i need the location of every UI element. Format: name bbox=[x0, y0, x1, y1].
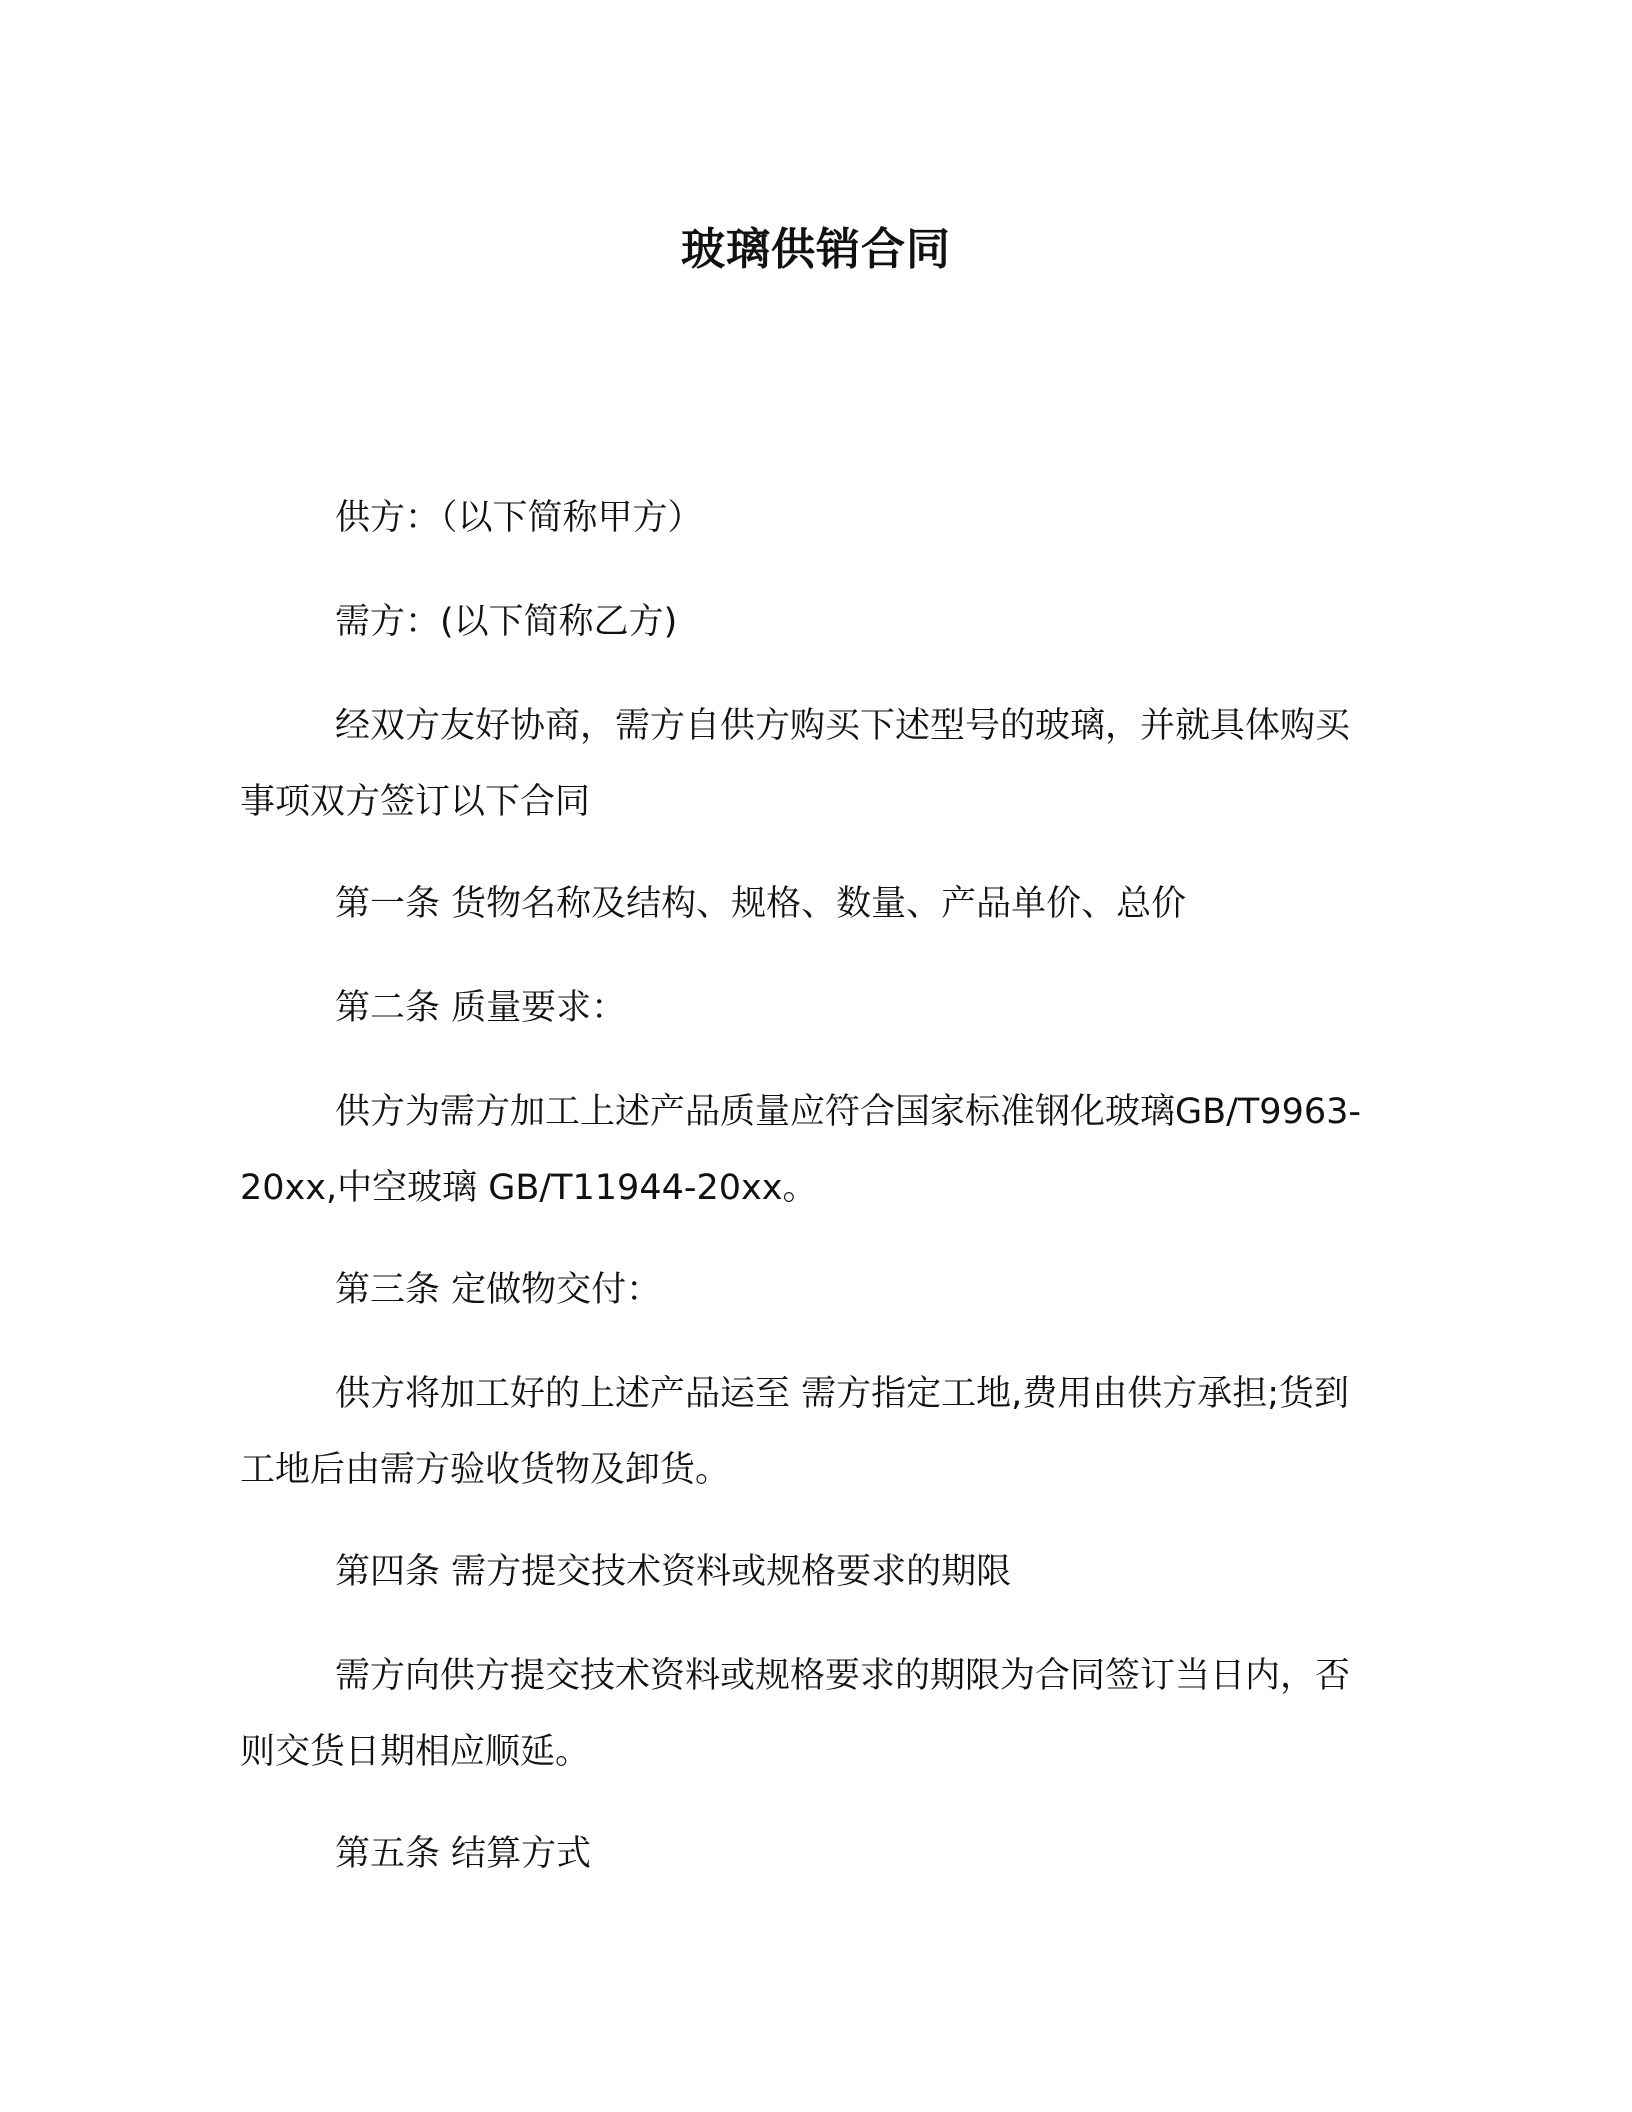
article-3-body: 供方将加工好的上述产品运至 需方指定工地,费用由供方承担;货到工地后由需方验收货物及卸货。 bbox=[240, 1374, 1350, 1490]
document-title: 玻璃供销合同 bbox=[681, 224, 951, 275]
article-1-heading: 第一条 货物名称及结构、规格、数量、产品单价、总价 bbox=[335, 884, 1187, 924]
article-3-heading: 第三条 定做物交付： bbox=[335, 1270, 662, 1310]
article-4-heading: 第四条 需方提交技术资料或规格要求的期限 bbox=[335, 1552, 1012, 1592]
preamble-paragraph: 经双方友好协商，需方自供方购买下述型号的玻璃，并就具体购买事项双方签订以下合同 bbox=[240, 706, 1351, 822]
article-2-heading: 第二条 质量要求： bbox=[335, 988, 627, 1028]
article-5-heading: 第五条 结算方式 bbox=[335, 1834, 592, 1874]
article-2-body: 供方为需方加工上述产品质量应符合国家标准钢化玻璃GB/T9963-20xx,中空玻璃 GB/T11944-20xx。 bbox=[240, 1092, 1362, 1208]
supplier-line: 供方：（以下简称甲方） bbox=[335, 498, 703, 538]
article-4-body: 需方向供方提交技术资料或规格要求的期限为合同签订当日内，否则交货日期相应顺延。 bbox=[240, 1656, 1351, 1772]
buyer-line: 需方：(以下简称乙方) bbox=[335, 602, 678, 642]
